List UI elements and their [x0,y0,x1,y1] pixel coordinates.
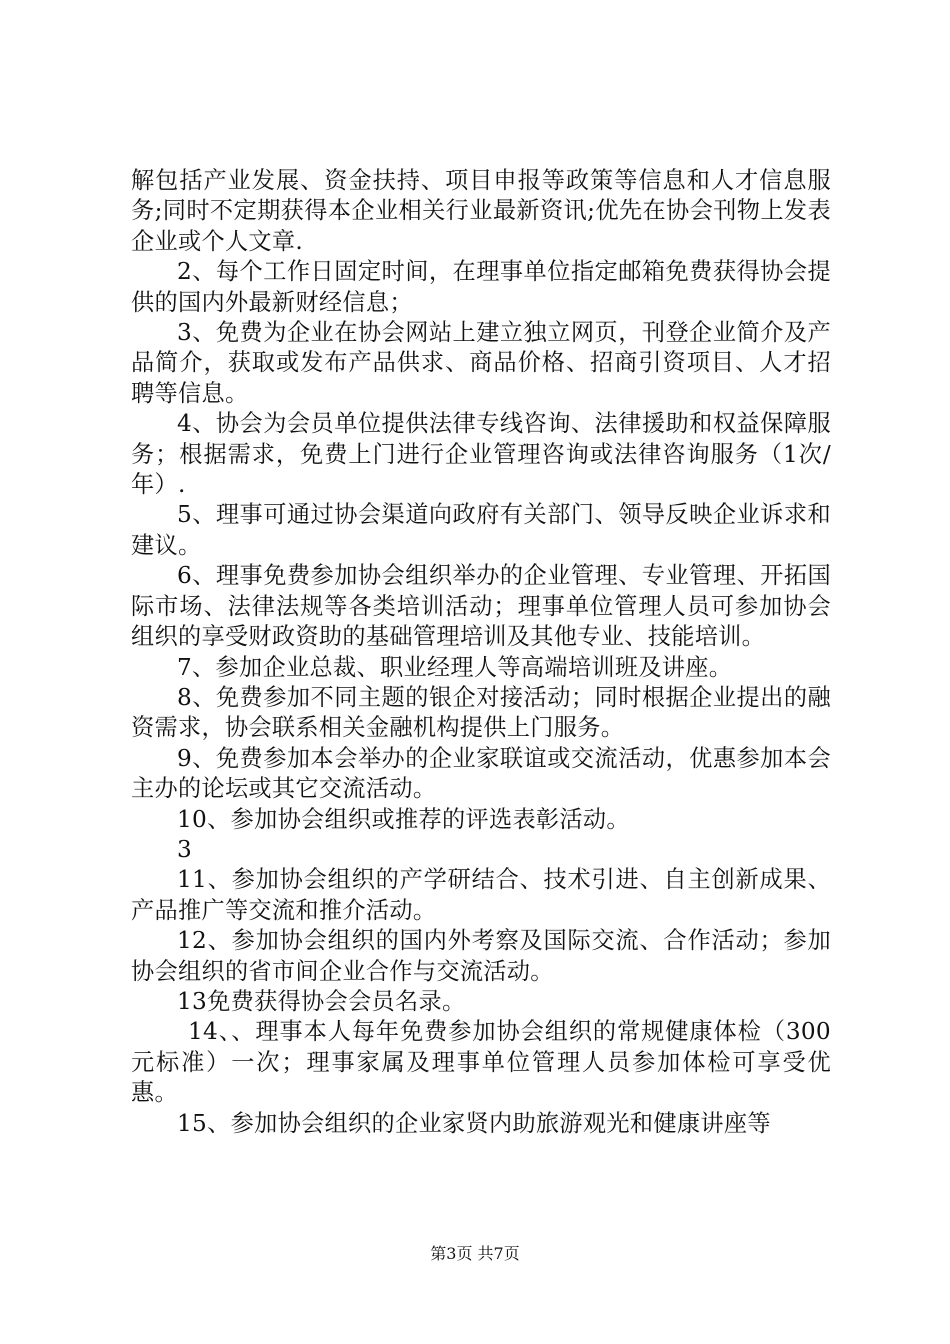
paragraph-item-10: 10、参加协会组织或推荐的评选表彰活动。 [177,805,630,833]
paragraph-item-9: 9、免费参加本会举办的企业家联谊或交流活动，优惠参加本会主办的论坛或其它交流活动。 [131,744,831,803]
paragraph-item-8: 8、免费参加不同主题的银企对接活动；同时根据企业提出的融资需求，协会联系相关金融机构提供上门服务。 [131,683,831,742]
page-footer: 第3页 共7页 [430,1244,520,1263]
paragraph-item-3: 3、免费为企业在协会网站上建立独立网页，刊登企业简介及产品简介，获取或发布产品供求、商品价格、招商引资项目、人才招聘等信息。 [131,319,831,407]
paragraph-item-12: 12、参加协会组织的国内外考察及国际交流、合作活动；参加协会组织的省市间企业合作与交流活动。 [131,927,831,985]
paragraph-item-6: 6、理事免费参加协会组织举办的企业管理、专业管理、开拓国际市场、法律法规等各类培训活动；理事单位管理人员可参加协会组织的享受财政资助的基础管理培训及其他专业、技能培训。 [131,562,831,651]
document-body [131,166,831,1139]
paragraph-item-14: 14、、理事本人每年免费参加协会组织的常规健康体检（300元标准）一次；理事家属及理事单位管理人员参加体检可享受优惠。 [131,1018,831,1107]
paragraph-continuation: 解包括产业发展、资金扶持、项目申报等政策等信息和人才信息服务;同时不定期获得本企业相关行业最新资讯;优先在协会刊物上发表企业或个人文章. [131,167,831,255]
paragraph-item-4: 4、协会为会员单位提供法律专线咨询、法律援助和权益保障服务；根据需求，免费上门进行企业管理咨询或法律咨询服务（1次/年）. [131,410,831,499]
paragraph-item-15: 15、参加协会组织的企业家贤内助旅游观光和健康讲座等 [177,1109,771,1137]
paragraph-item-2: 2、每个工作日固定时间，在理事单位指定邮箱免费获得协会提供的国内外最新财经信息； [131,258,831,316]
paragraph-item-13: 13免费获得协会会员名录。 [177,987,466,1015]
paragraph-item-5: 5、理事可通过协会渠道向政府有关部门、领导反映企业诉求和建议。 [131,501,831,559]
paragraph-item-11: 11、参加协会组织的产学研结合、技术引进、自主创新成果、产品推广等交流和推介活动。 [131,866,831,924]
paragraph-item-7: 7、参加企业总裁、职业经理人等高端培训班及讲座。 [177,653,733,681]
stray-page-number: 3 [177,835,193,863]
